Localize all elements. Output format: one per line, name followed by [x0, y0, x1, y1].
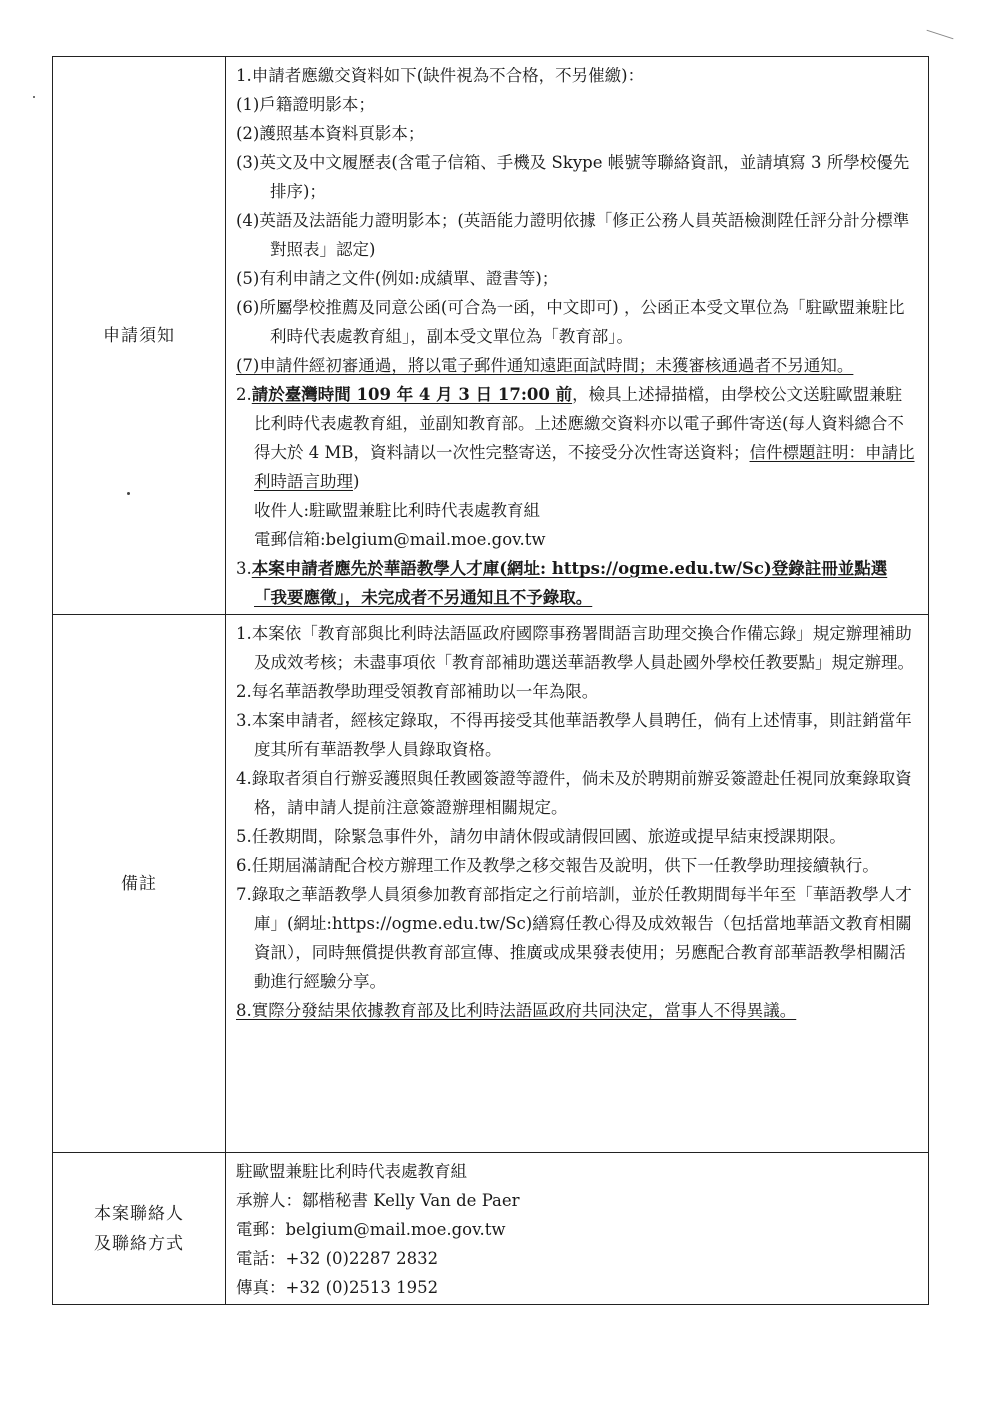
scan-line	[927, 30, 954, 40]
contact-section	[53, 1153, 929, 1305]
remarks-item-3: 3.本案申請者，經核定錄取，不得再接受其他華語教學人員聘任，倘有上述情事，則註銷當年度其所有華語教學人員錄取資格。	[236, 711, 912, 759]
application-item-3-number: 3.	[236, 559, 252, 578]
contact-email: 電郵：belgium@mail.moe.gov.tw	[236, 1220, 506, 1239]
application-email: 電郵信箱:belgium@mail.moe.gov.tw	[254, 530, 546, 549]
application-label: 申請須知	[103, 325, 175, 346]
remarks-item-2: 2.每名華語教學助理受領教育部補助以一年為限。	[236, 682, 599, 701]
application-deadline: 請於臺灣時間 109 年 4 月 3 日 17:00 前	[251, 385, 573, 404]
application-item-3	[236, 554, 918, 612]
remarks-item-8	[236, 996, 918, 1025]
application-sub-3: (3)英文及中文履歷表(含電子信箱、手機及 Skype 帳號等聯絡資訊，並請填寫 3 所學校優先排序)；	[236, 153, 910, 201]
application-sub-6: (6)所屬學校推薦及同意公函(可合為一函，中文即可) ，公函正本受文單位為「駐歐盟兼駐比利時代表處教育組」，副本受文單位為「教育部」。	[236, 298, 905, 346]
application-item-1: 1.申請者應繳交資料如下(缺件視為不合格，不另催繳)：	[236, 66, 645, 85]
remarks-label-cell	[53, 615, 226, 1153]
application-label-cell	[53, 57, 226, 615]
application-sub-4: (4)英語及法語能力證明影本；(英語能力證明依據「修正公務人員英語檢測陞任評分計分標準對照表」認定)	[236, 211, 910, 259]
contact-label-cell	[53, 1153, 226, 1305]
contact-content-cell	[226, 1153, 929, 1305]
remarks-item-4: 4.錄取者須自行辦妥護照與任教國簽證等證件，倘未及於聘期前辦妥簽證赴任視同放棄錄取資格，請申請人提前注意簽證辦理相關規定。	[236, 769, 912, 817]
remarks-item-5: 5.任教期間，除緊急事件外，請勿申請休假或請假回國、旅遊或提早結束授課期限。	[236, 827, 846, 846]
application-sub-7-text: (7)申請件經初審通過，將以電子郵件通知遠距面試時間；未獲審核通過者不另通知。	[236, 356, 854, 375]
contact-handler: 承辦人：鄒楷秘書 Kelly Van de Paer	[236, 1191, 520, 1210]
remarks-item-8-text: 8.實際分發結果依據教育部及比利時法語區政府共同決定，當事人不得異議。	[236, 1001, 797, 1020]
application-email-subject: 信件標題註明：申請比利時語言助理	[254, 443, 915, 491]
application-sub-1: (1)戶籍證明影本；	[236, 95, 375, 114]
contact-fax: 傳真：+32 (0)2513 1952	[236, 1278, 439, 1297]
remarks-section	[53, 615, 929, 1153]
contact-phone: 電話：+32 (0)2287 2832	[236, 1249, 439, 1268]
remarks-content-cell	[226, 615, 929, 1153]
remarks-item-7: 7.錄取之華語教學人員須參加教育部指定之行前培訓，並於任教期間每半年至「華語教學人才庫」(網址:https://ogme.edu.tw/Sc)繕寫任教心得及成效報告（包括當地華語文教育相關資訊），同時無償提供教育部宣傳、推廣或成果發表使用；另應配合教育部華語教學相關活動進行經驗分享。	[236, 885, 912, 991]
application-item-2-text: ，檢具上述掃描檔，由學校公文送駐歐盟兼駐比利時代表處教育組，並副知教育部。上述應繳交資料亦以電子郵件寄送(每人資料總合不得大於 4 MB，資料請以一次性完整寄送，不接受分次性寄送資料；	[254, 385, 904, 462]
contact-label-line-1: 本案聯絡人	[94, 1203, 184, 1224]
remarks-item-6: 6.任期屆滿請配合校方辦理工作及教學之移交報告及說明，供下一任教學助理接續執行。	[236, 856, 879, 875]
application-sub-2: (2)護照基本資料頁影本；	[236, 124, 425, 143]
contact-label-line-2: 及聯絡方式	[94, 1233, 184, 1254]
application-recipient: 收件人:駐歐盟兼駐比利時代表處教育組	[254, 501, 541, 520]
info-table	[52, 56, 929, 1305]
application-item-2-close: )	[353, 472, 360, 491]
remarks-label: 備註	[121, 873, 157, 894]
application-sub-7	[236, 351, 918, 380]
application-content-cell	[226, 57, 929, 615]
application-item-3-text: 本案申請者應先於華語教學人才庫(網址: https://ogme.edu.tw/Sc)登錄註冊並點選「我要應徵」，未完成者不另通知且不予錄取。	[251, 559, 888, 607]
application-item-2-number: 2.	[236, 385, 252, 404]
application-sub-5: (5)有利申請之文件(例如:成績單、證書等)；	[236, 269, 559, 288]
application-item-2	[236, 380, 918, 496]
scan-dot	[33, 96, 35, 98]
contact-office: 駐歐盟兼駐比利時代表處教育組	[236, 1162, 467, 1181]
remarks-item-1: 1.本案依「教育部與比利時法語區政府國際事務署間語言助理交換合作備忘錄」規定辦理補助及成效考核；未盡事項依「教育部補助選送華語教學人員赴國外學校任教要點」規定辦理。	[236, 624, 914, 672]
application-section	[53, 57, 929, 615]
